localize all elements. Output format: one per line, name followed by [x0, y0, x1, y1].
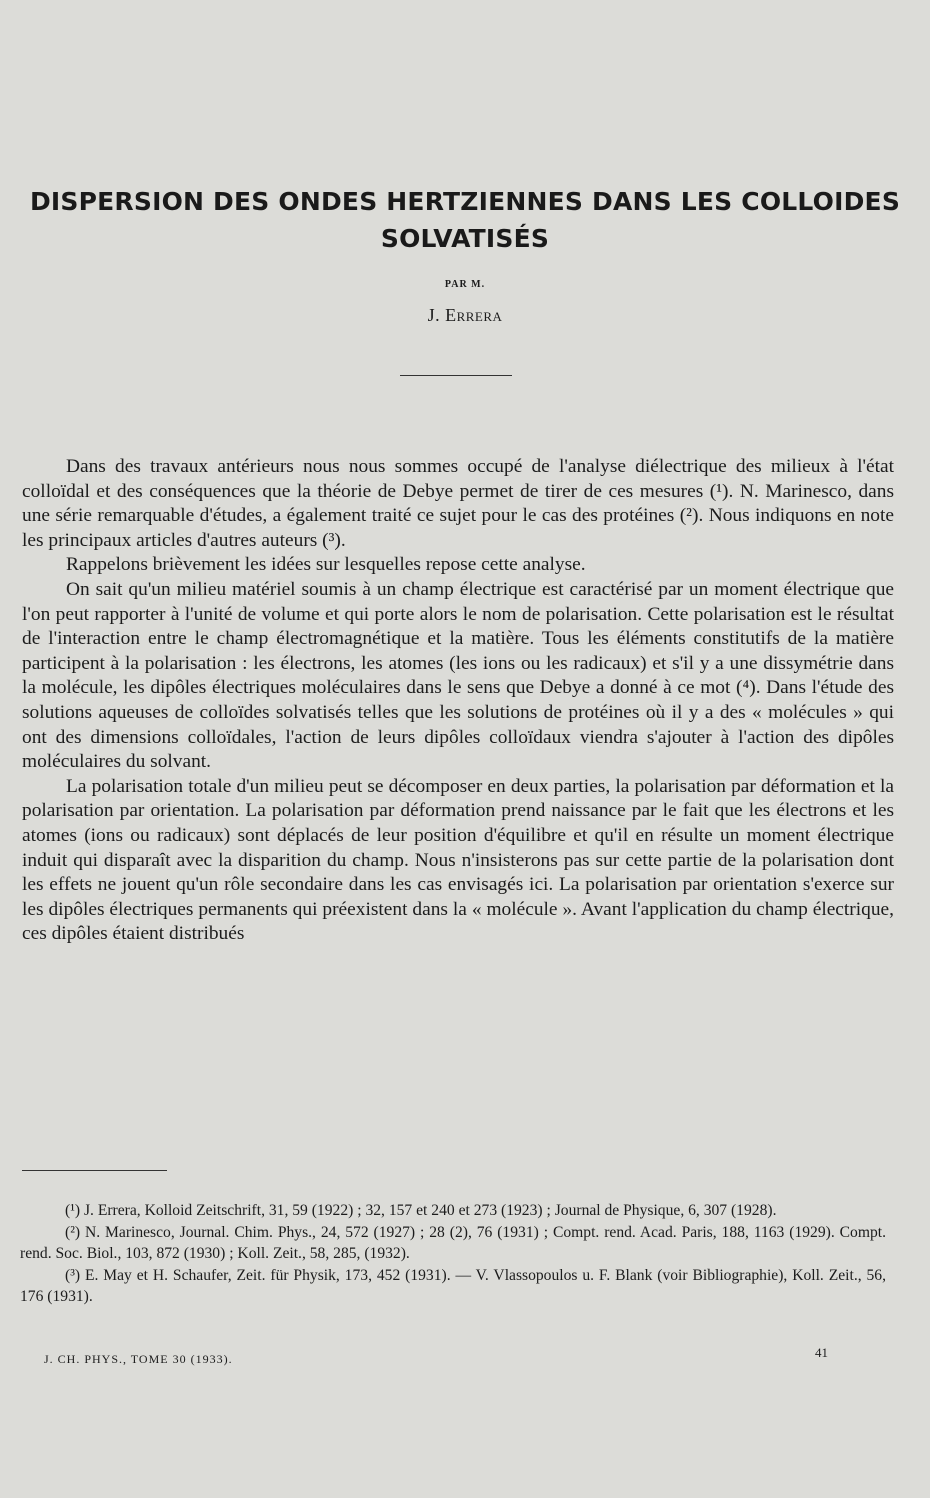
- footnote-1: (¹) J. Errera, Kolloid Zeitschrift, 31, 59 (1922) ; 32, 157 et 240 et 273 (1923) ; Journal de Physique, 6, 307 (1928).: [65, 1202, 777, 1219]
- paragraph-3: On sait qu'un milieu matériel soumis à un champ électrique est caractérisé par un moment électrique que l'on peut rapporter à l'unité de volume et qui porte alors le nom de polarisation. Cette polarisation est le résultat de l'interaction entre le champ électromagnétique et la matière. Tous les éléments constitutifs de la matière participent à la polarisation : les électrons, les atomes (les ions ou les radicaux) et s'il y a une dissymétrie dans la molécule, les dipôles électriques moléculaires dans le sens que Debye a donné à ce mot (⁴). Dans l'étude des solutions aqueuses de colloïdes solvatisés telles que les solutions de protéines où il y a des « molécules » qui ont des dimensions colloïdales, l'action de leurs dipôles colloïdaux viendra s'ajouter à l'action des dipôles moléculaires du solvant.: [22, 578, 894, 773]
- page-number: 41: [815, 1345, 828, 1360]
- article-body: [22, 455, 894, 947]
- article-title-line-1: DISPERSION DES ONDES HERTZIENNES DANS LES COLLOIDES: [29, 187, 901, 216]
- title-divider: [400, 375, 512, 376]
- paragraph-4: La polarisation totale d'un milieu peut se décomposer en deux parties, la polarisation par déformation et la polarisation par orientation. La polarisation par déformation prend naissance par le fait que les électrons et les atomes (ions ou radicaux) sont déplacés de leur position d'équilibre et qu'il en résulte un moment électrique induit qui disparaît avec la disparition du champ. Nous n'insisterons pas sur cette partie de la polarisation dont les effets ne jouent qu'un rôle secondaire dans les cas envisagés ici. La polarisation par orientation s'exerce sur les dipôles électriques permanents qui préexistent dans la « molécule ». Avant l'application du champ électrique, ces dipôles étaient distribués: [22, 775, 894, 945]
- article-title-line-2: SOLVATISÉS: [380, 224, 550, 253]
- byline-par: PAR M.: [444, 279, 486, 290]
- paragraph-2: Rappelons brièvement les idées sur lesquelles repose cette analyse.: [66, 554, 586, 576]
- paragraph-1: Dans des travaux antérieurs nous nous sommes occupé de l'analyse diélectrique des milieux à l'état colloïdal et des conséquences que la théorie de Debye permet de tirer de ces mesures (¹). N. Marinesco, dans une série remarquable d'études, a également traité ce sujet pour le cas des protéines (²). Nous indiquons en note les principaux articles d'autres auteurs (³).: [22, 456, 894, 551]
- footnotes: [20, 1200, 886, 1308]
- author-name: J. Errera: [427, 305, 503, 325]
- footnote-divider: [22, 1170, 167, 1171]
- footnote-2: (²) N. Marinesco, Journal. Chim. Phys., 24, 572 (1927) ; 28 (2), 76 (1931) ; Compt. rend. Acad. Paris, 188, 1163 (1929). Compt. rend. Soc. Biol., 103, 872 (1930) ; Koll. Zeit., 58, 285, (1932).: [20, 1223, 886, 1262]
- journal-reference: J. CH. PHYS., TOME 30 (1933).: [44, 1352, 233, 1366]
- footnote-3: (³) E. May et H. Schaufer, Zeit. für Physik, 173, 452 (1931). — V. Vlassopoulos u. F. Blank (voir Bibliographie), Koll. Zeit., 56, 176 (1931).: [20, 1266, 886, 1305]
